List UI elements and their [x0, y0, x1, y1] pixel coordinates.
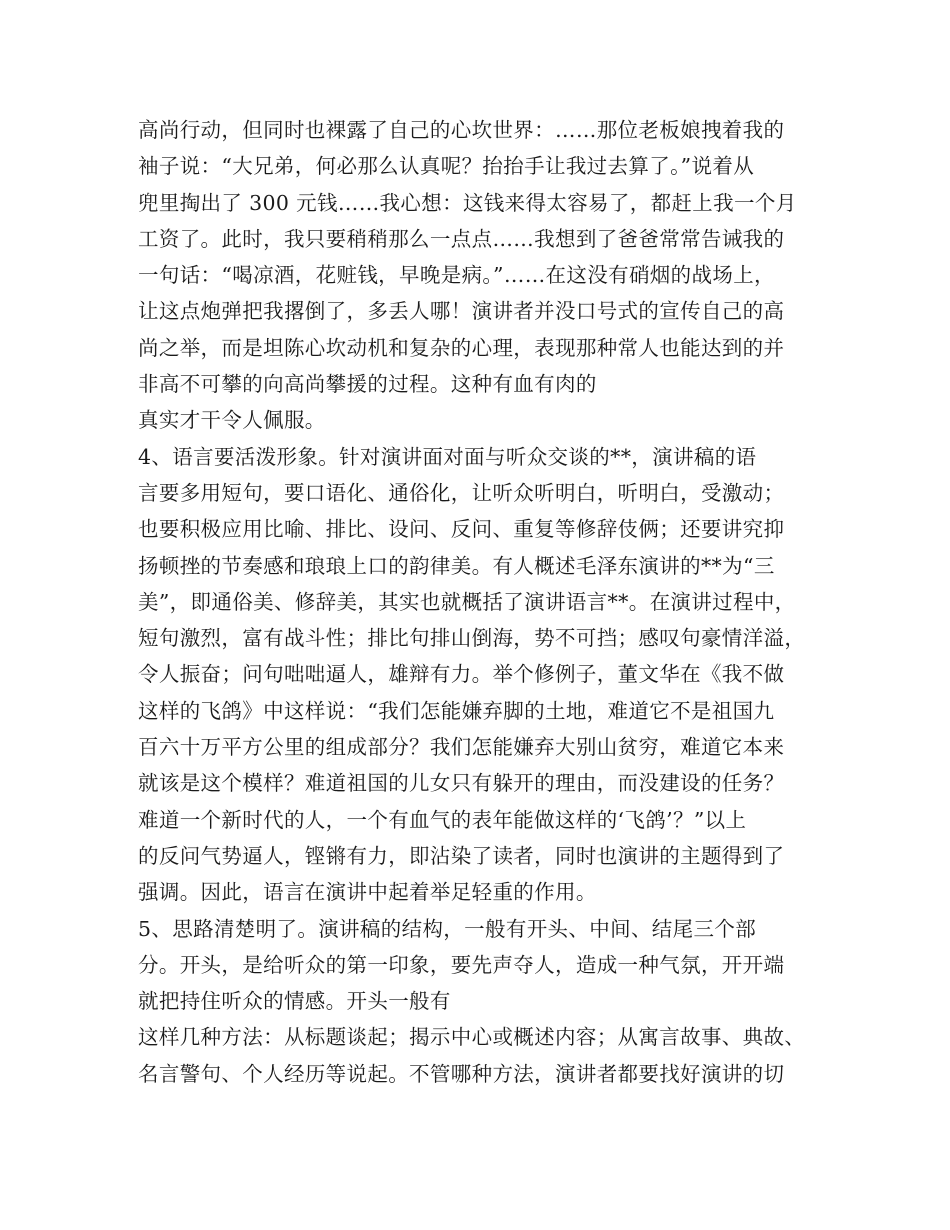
text-line: 真实才干令人佩服。 [138, 408, 326, 433]
text-line: 令人振奋；问句咄咄逼人，雄辩有力。举个修例子，董文华在《我不做 [138, 662, 785, 687]
body-text [138, 112, 828, 1092]
text-line: 扬顿挫的节奏感和琅琅上口的韵律美。有人概述毛泽东演讲的**为“三 [138, 553, 775, 578]
text-line: 美”，即通俗美、修辞美，其实也就概括了演讲语言**。在演讲过程中， [138, 589, 796, 614]
text-line: 这样的飞鸽》中这样说：“我们怎能嫌弃脚的土地，难道它不是祖国九 [138, 698, 775, 723]
text-line: 就把持住听众的情感。开头一般有 [138, 989, 451, 1014]
text-line: 非高不可攀的向高尚攀援的过程。这种有血有肉的 [138, 372, 597, 397]
text-line: 兜里掏出了 300 元钱……我心想：这钱来得太容易了，都赶上我一个月 [138, 190, 797, 215]
text-line: 的反问气势逼人，铿锵有力，即沾染了读者，同时也演讲的主题得到了 [138, 843, 785, 868]
text-line: 让这点炮弹把我撂倒了，多丢人哪！演讲者并没口号式的宣传自己的高 [138, 299, 785, 324]
text-line: 工资了。此时，我只要稍稍那么一点点……我想到了爸爸常常告诫我的 [138, 226, 785, 251]
text-line: 难道一个新时代的人，一个有血气的表年能做这样的‘飞鸽’？”以上 [138, 807, 747, 832]
text-line: 5、思路清楚明了。演讲稿的结构，一般有开头、中间、结尾三个部 [138, 916, 757, 941]
text-line: 一句话：“喝凉酒，花赃钱，早晚是病。”……在这没有硝烟的战场上， [138, 263, 775, 288]
text-line: 言要多用短句，要口语化、通俗化，让听众听明白，听明白，受激动； [138, 480, 785, 505]
text-line: 高尚行动，但同时也裸露了自己的心坎世界：……那位老板娘拽着我的 [138, 118, 785, 142]
text-line: 就该是这个模样？难道祖国的儿女只有躲开的理由，而没建设的任务？ [138, 771, 785, 796]
text-line: 尚之举，而是坦陈心坎动机和复杂的心理，表现那种常人也能达到的并 [138, 335, 785, 360]
text-line: 4、语言要活泼形象。针对演讲面对面与听众交谈的**，演讲稿的语 [138, 444, 757, 469]
text-line: 也要积极应用比喻、排比、设问、反问、重复等修辞伎俩；还要讲究抑 [138, 517, 785, 542]
text-line: 短句激烈，富有战斗性；排比句排山倒海，势不可挡；感叹句豪情洋溢， [138, 626, 806, 651]
text-line: 名言警句、个人经历等说起。不管哪种方法，演讲者都要找好演讲的切 [138, 1061, 785, 1086]
text-line: 袖子说：“大兄弟，何必那么认真呢？抬抬手让我过去算了。”说着从 [138, 154, 755, 179]
text-line: 分。开头，是给听众的第一印象，要先声夺人，造成一种气氛，开开端 [138, 952, 785, 977]
text-line: 这样几种方法：从标题谈起；揭示中心或概述内容；从寓言故事、典故、 [138, 1025, 806, 1050]
text-line: 百六十万平方公里的组成部分？我们怎能嫌弃大别山贫穷，难道它本来 [138, 735, 785, 760]
text-line: 强调。因此，语言在演讲中起着举足轻重的作用。 [138, 880, 597, 905]
